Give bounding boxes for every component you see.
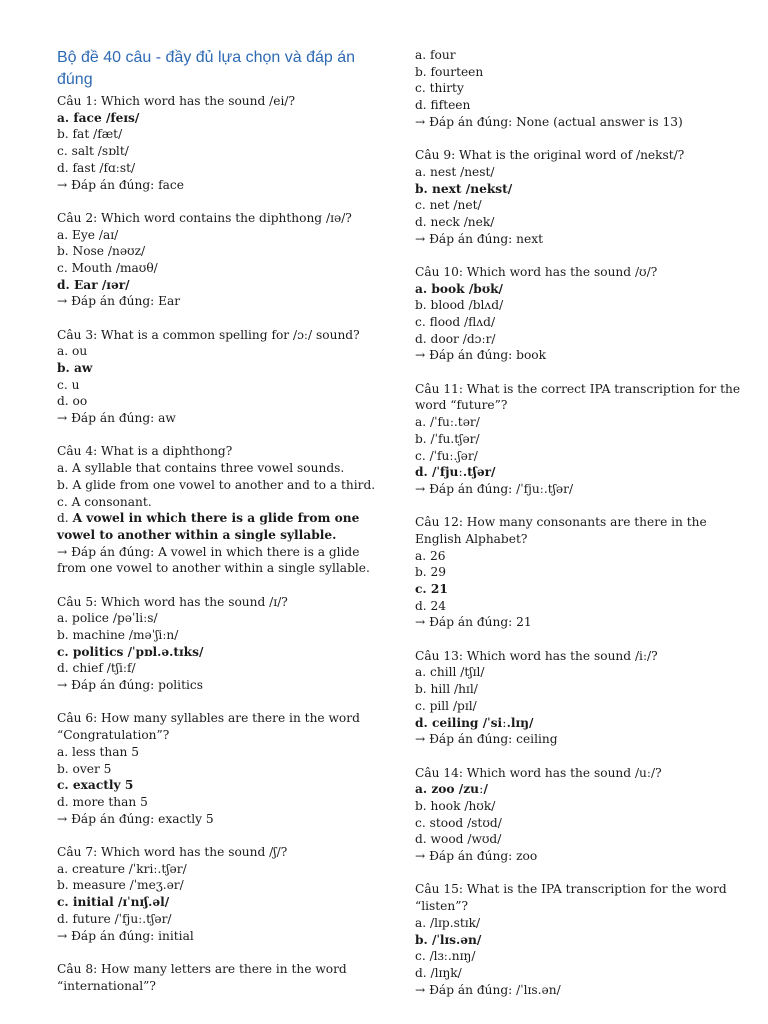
text-line: Câu 7: Which word has the sound /ʃ/? [57,844,288,859]
text-line: c. Mouth /maʊθ/ [57,260,158,275]
question-block [415,881,750,998]
text-line: c. stood /stʊd/ [415,815,502,830]
question-block [415,47,750,131]
question-block [57,93,377,193]
text-line: → Đáp án đúng: A vowel in which there is a glide [57,544,360,559]
text-line: Câu 12: How many consonants are there in the [415,515,707,530]
text-line: b. blood /blʌd/ [415,298,504,313]
text-line: d. 24 [415,598,447,613]
answer-option-correct: b. next /nekst/ [415,181,513,196]
question-block [57,844,377,944]
text-line: “listen”? [415,899,469,914]
text-line: → Đáp án đúng: aw [57,411,176,426]
text-line: word “future”? [415,398,508,413]
text-line: English Alphabet? [415,531,528,546]
text-line: → Đáp án đúng: exactly 5 [57,811,214,826]
answer-option-correct: vowel to another within a single syllable. [57,527,337,542]
question-block [415,264,750,364]
text-line: d. oo [57,394,88,409]
text-line: Câu 10: Which word has the sound /ʊ/? [415,264,658,279]
text-line: c. A consonant. [57,494,152,509]
text-line: a. nest /nest/ [415,164,495,179]
text-line: → Đáp án đúng: politics [57,678,203,693]
answer-option-correct [57,510,377,527]
answer-option-correct: d. /ˈfjuː.tʃər/ [415,465,496,480]
text-line: d. more than 5 [57,794,148,809]
option-text: A vowel in which there is a glide from one [72,511,360,526]
answer-option-correct: c. politics /ˈpɒl.ə.tɪks/ [57,644,204,659]
text-line: b. A glide from one vowel to another and to a third. [57,477,376,492]
text-line: b. 29 [415,565,447,580]
text-line: a. /ˈfuː.tər/ [415,415,480,430]
question-block [57,210,377,310]
text-line: d. /lɪŋk/ [415,965,462,980]
text-line: b. over 5 [57,761,112,776]
text-line: b. measure /ˈmeʒ.ər/ [57,878,184,893]
text-line: b. Nose /nəʊz/ [57,244,146,259]
text-line: b. fat /fæt/ [57,127,123,142]
question-block [415,514,750,631]
text-line: Câu 15: What is the IPA transcription for the word [415,882,727,897]
text-line: → Đáp án đúng: zoo [415,849,538,864]
left-column [57,47,377,1011]
text-line: d. neck /nek/ [415,214,495,229]
text-line: c. flood /flʌd/ [415,315,496,330]
text-line: a. Eye /aɪ/ [57,227,119,242]
document-title: Bộ đề 40 câu - đầy đủ lựa chọn và đáp án đúng [57,49,356,88]
text-line: Câu 11: What is the correct IPA transcription for the [415,381,741,396]
text-line: → Đáp án đúng: ceiling [415,732,558,747]
text-line: b. /ˈfu.tʃər/ [415,431,480,446]
text-line: → Đáp án đúng: initial [57,928,194,943]
question-block [57,327,377,427]
text-line: a. A syllable that contains three vowel sounds. [57,461,345,476]
answer-option-correct: c. initial /ɪˈnɪʃ.əl/ [57,895,170,910]
question-block [415,648,750,748]
text-line: d. fast /fɑːst/ [57,160,136,175]
question-block [57,594,377,694]
question-block [57,710,377,827]
text-line: a. police /pəˈliːs/ [57,611,158,626]
text-line: → Đáp án đúng: next [415,231,543,246]
text-line: → Đáp án đúng: /ˈfjuː.tʃər/ [415,481,574,496]
answer-option-correct: a. face /feɪs/ [57,110,140,125]
answer-option-correct: a. book /bʊk/ [415,281,503,296]
text-line: a. 26 [415,548,446,563]
text-line: from one vowel to another within a single syllable. [57,561,370,576]
text-line: → Đáp án đúng: None (actual answer is 13) [415,114,683,129]
text-line: d. wood /wʊd/ [415,832,502,847]
answer-option-correct: b. /ˈlɪs.ən/ [415,932,482,947]
text-line: d. door /dɔːr/ [415,331,496,346]
question-block [415,147,750,247]
text-line: Câu 4: What is a diphthong? [57,444,233,459]
text-line: Câu 1: Which word has the sound /ei/? [57,94,296,108]
text-line: d. fifteen [415,98,471,113]
text-line: → Đáp án đúng: Ear [57,294,181,309]
text-line: → Đáp án đúng: 21 [415,615,532,630]
text-line: b. fourteen [415,64,484,79]
text-line: Câu 5: Which word has the sound /ɪ/? [57,594,288,609]
text-line: c. pill /pɪl/ [415,698,477,713]
text-line: → Đáp án đúng: face [57,177,184,192]
answer-option-correct: a. zoo /zuː/ [415,782,488,797]
text-line: “Congratulation”? [57,728,170,743]
text-line: Câu 9: What is the original word of /nekst/? [415,148,685,163]
option-letter: d. [57,511,73,526]
text-line: a. chill /tʃɪl/ [415,665,485,680]
text-line: c. net /net/ [415,198,482,213]
text-line: a. four [415,48,456,62]
answer-option-correct: d. Ear /ɪər/ [57,277,130,292]
text-line: c. salt /sɒlt/ [57,144,129,159]
text-line: Câu 2: Which word contains the diphthong /ɪə/? [57,210,352,225]
text-line: Câu 8: How many letters are there in the word [57,961,347,976]
question-block [57,961,377,994]
text-line: d. chief /tʃiːf/ [57,661,136,676]
text-line: a. creature /ˈkriː.tʃər/ [57,861,187,876]
text-line: → Đáp án đúng: /ˈlɪs.ən/ [415,982,561,997]
text-line: c. /lɜː.nɪŋ/ [415,949,476,964]
answer-option-correct: b. aw [57,361,93,376]
text-line: a. less than 5 [57,744,139,759]
question-block [415,765,750,865]
text-line: “international”? [57,978,156,993]
text-line: b. hill /hɪl/ [415,682,478,697]
text-line: Câu 14: Which word has the sound /uː/? [415,765,662,780]
text-line: b. machine /məˈʃiːn/ [57,628,179,643]
text-line: Câu 6: How many syllables are there in the word [57,711,360,726]
text-line: → Đáp án đúng: book [415,348,546,363]
text-line: c. /ˈfuː.ʃər/ [415,448,478,463]
question-block [415,381,750,498]
answer-option-correct: c. exactly 5 [57,778,134,793]
answer-option-correct: c. 21 [415,582,448,597]
text-line: c. thirty [415,81,464,96]
text-line: d. future /ˈfjuː.tʃər/ [57,911,172,926]
text-line: a. /lɪp.stɪk/ [415,915,481,930]
question-block [57,443,377,577]
text-line: b. hook /hʊk/ [415,798,496,813]
text-line: Câu 13: Which word has the sound /iː/? [415,648,658,663]
answer-option-correct: d. ceiling /ˈsiː.lɪŋ/ [415,715,534,730]
right-column [415,47,750,1015]
text-line: c. u [57,377,80,392]
text-line: Câu 3: What is a common spelling for /ɔː/ sound? [57,327,360,342]
text-line: a. ou [57,344,88,359]
